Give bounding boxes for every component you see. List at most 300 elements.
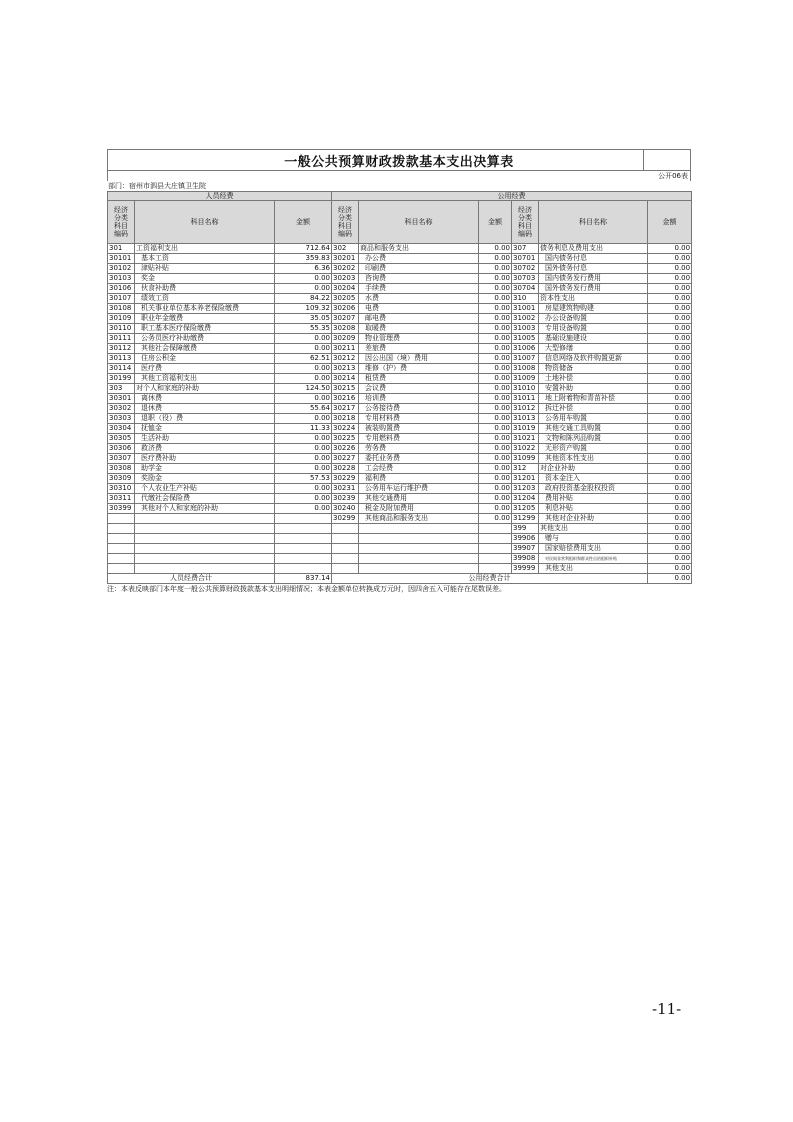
table-row xyxy=(108,534,692,544)
econ-code-cell: 30305 xyxy=(108,434,135,444)
amount-cell xyxy=(275,544,332,554)
econ-code-cell: 30303 xyxy=(108,414,135,424)
item-name-cell: 税金及附加费用 xyxy=(359,504,479,514)
item-name-cell: 因公出国（境）费用 xyxy=(359,354,479,364)
amount-cell: 6.36 xyxy=(275,264,332,274)
item-name-cell: 维修（护）费 xyxy=(359,364,479,374)
econ-code-cell: 30205 xyxy=(332,294,359,304)
page-number: -11- xyxy=(652,1000,682,1018)
econ-code-cell: 30209 xyxy=(332,334,359,344)
col-name-header: 科目名称 xyxy=(135,201,275,244)
item-name-cell: 工资福利支出 xyxy=(135,244,275,254)
item-name-cell xyxy=(359,554,479,564)
econ-code-cell: 30114 xyxy=(108,364,135,374)
econ-code-cell: 30399 xyxy=(108,504,135,514)
item-name-cell xyxy=(135,524,275,534)
item-name-cell: 物资储备 xyxy=(539,364,648,374)
amount-cell: 0.00 xyxy=(479,424,512,434)
item-name-cell: 房屋建筑物购建 xyxy=(539,304,648,314)
amount-cell xyxy=(275,514,332,524)
amount-cell: 0.00 xyxy=(648,524,692,534)
amount-cell: 0.00 xyxy=(479,464,512,474)
econ-code-cell: 31006 xyxy=(512,344,539,354)
amount-cell: 0.00 xyxy=(275,444,332,454)
econ-code-cell: 307 xyxy=(512,244,539,254)
econ-code-cell: 30199 xyxy=(108,374,135,384)
amount-cell: 0.00 xyxy=(648,334,692,344)
col-amount-header: 金额 xyxy=(479,201,512,244)
item-name-cell: 大型修缮 xyxy=(539,344,648,354)
amount-cell: 0.00 xyxy=(648,444,692,454)
item-name-cell: 奖金 xyxy=(135,274,275,284)
amount-cell: 0.00 xyxy=(275,274,332,284)
amount-cell: 0.00 xyxy=(479,494,512,504)
amount-cell: 0.00 xyxy=(479,274,512,284)
item-name-cell: 职工基本医疗保险缴费 xyxy=(135,324,275,334)
amount-cell: 124.50 xyxy=(275,384,332,394)
econ-code-cell: 39906 xyxy=(512,534,539,544)
econ-code-cell xyxy=(332,524,359,534)
amount-cell: 0.00 xyxy=(479,264,512,274)
item-name-cell: 其他社会保障缴费 xyxy=(135,344,275,354)
item-name-cell: 奖励金 xyxy=(135,474,275,484)
table-row xyxy=(108,324,692,334)
amount-cell: 0.00 xyxy=(648,244,692,254)
item-name-cell: 基础设施建设 xyxy=(539,334,648,344)
econ-code-cell: 30307 xyxy=(108,454,135,464)
amount-cell: 0.00 xyxy=(275,464,332,474)
amount-cell: 0.00 xyxy=(648,314,692,324)
item-name-cell: 对民间非营利组织和群众性自治组织补贴 xyxy=(539,554,648,564)
econ-code-cell xyxy=(108,564,135,574)
amount-cell: 35.05 xyxy=(275,314,332,324)
econ-code-cell: 31008 xyxy=(512,364,539,374)
item-name-cell: 津贴补贴 xyxy=(135,264,275,274)
total-personnel-label: 人员经费合计 xyxy=(108,574,275,584)
item-name-cell: 其他交通费用 xyxy=(359,494,479,504)
amount-cell: 0.00 xyxy=(479,454,512,464)
econ-code-cell: 39908 xyxy=(512,554,539,564)
econ-code-cell: 30113 xyxy=(108,354,135,364)
amount-cell: 0.00 xyxy=(648,294,692,304)
amount-cell: 0.00 xyxy=(479,404,512,414)
econ-code-cell: 30211 xyxy=(332,344,359,354)
econ-code-cell: 30110 xyxy=(108,324,135,334)
totals-row xyxy=(108,574,692,584)
amount-cell: 0.00 xyxy=(479,304,512,314)
item-name-cell: 退职（役）费 xyxy=(135,414,275,424)
econ-code-cell: 31003 xyxy=(512,324,539,334)
item-name-cell: 其他资本性支出 xyxy=(539,454,648,464)
amount-cell: 0.00 xyxy=(648,504,692,514)
col-name-header: 科目名称 xyxy=(539,201,648,244)
amount-cell: 0.00 xyxy=(648,514,692,524)
item-name-cell: 文物和陈列品购置 xyxy=(539,434,648,444)
item-name-cell: 工会经费 xyxy=(359,464,479,474)
amount-cell: 0.00 xyxy=(648,264,692,274)
total-public-label: 公用经费合计 xyxy=(332,574,648,584)
table-row xyxy=(108,444,692,454)
amount-cell: 0.00 xyxy=(479,384,512,394)
econ-code-cell: 30310 xyxy=(108,484,135,494)
item-name-cell: 住房公积金 xyxy=(135,354,275,364)
amount-cell: 0.00 xyxy=(648,534,692,544)
col-code-header: 经济 分类 科目 编码 xyxy=(512,201,539,244)
item-name-cell: 债务利息及费用支出 xyxy=(539,244,648,254)
item-name-cell: 国内债务发行费用 xyxy=(539,274,648,284)
amount-cell: 0.00 xyxy=(648,434,692,444)
item-name-cell xyxy=(135,544,275,554)
amount-cell: 0.00 xyxy=(648,394,692,404)
item-name-cell: 其他支出 xyxy=(539,524,648,534)
econ-code-cell: 301 xyxy=(108,244,135,254)
econ-code-cell: 30111 xyxy=(108,334,135,344)
item-name-cell: 医疗费补助 xyxy=(135,454,275,464)
item-name-cell: 印刷费 xyxy=(359,264,479,274)
item-name-cell: 商品和服务支出 xyxy=(359,244,479,254)
item-name-cell: 专用设备购置 xyxy=(539,324,648,334)
econ-code-cell: 31001 xyxy=(512,304,539,314)
amount-cell: 0.00 xyxy=(275,434,332,444)
amount-cell xyxy=(479,554,512,564)
amount-cell: 0.00 xyxy=(648,274,692,284)
econ-code-cell: 30108 xyxy=(108,304,135,314)
amount-cell xyxy=(479,534,512,544)
item-name-cell: 资本金注入 xyxy=(539,474,648,484)
econ-code-cell: 30215 xyxy=(332,384,359,394)
table-row xyxy=(108,434,692,444)
amount-cell: 0.00 xyxy=(479,434,512,444)
group-public-header: 公用经费 xyxy=(332,192,692,201)
item-name-cell: 福利费 xyxy=(359,474,479,484)
amount-cell: 84.22 xyxy=(275,294,332,304)
table-row xyxy=(108,304,692,314)
amount-cell xyxy=(275,524,332,534)
group-personnel-header: 人员经费 xyxy=(108,192,332,201)
table-row xyxy=(108,544,692,554)
item-name-cell: 国内债务付息 xyxy=(539,254,648,264)
title-row xyxy=(107,149,691,170)
econ-code-cell: 30107 xyxy=(108,294,135,304)
econ-code-cell: 30208 xyxy=(332,324,359,334)
econ-code-cell: 30218 xyxy=(332,414,359,424)
item-name-cell: 信息网络及软件购置更新 xyxy=(539,354,648,364)
amount-cell: 0.00 xyxy=(275,454,332,464)
item-name-cell xyxy=(135,564,275,574)
econ-code-cell: 303 xyxy=(108,384,135,394)
item-name-cell: 租赁费 xyxy=(359,374,479,384)
item-name-cell: 公务用车购置 xyxy=(539,414,648,424)
item-name-cell: 利息补贴 xyxy=(539,504,648,514)
item-name-cell: 其他工资福利支出 xyxy=(135,374,275,384)
item-name-cell xyxy=(359,534,479,544)
table-row xyxy=(108,244,692,254)
item-name-cell xyxy=(359,544,479,554)
amount-cell: 0.00 xyxy=(648,254,692,264)
item-name-cell: 无形资产购置 xyxy=(539,444,648,454)
amount-cell: 359.83 xyxy=(275,254,332,264)
amount-cell: 0.00 xyxy=(479,284,512,294)
expenditure-table xyxy=(107,191,692,584)
item-name-cell: 其他对个人和家庭的补助 xyxy=(135,504,275,514)
econ-code-cell: 30229 xyxy=(332,474,359,484)
econ-code-cell: 30225 xyxy=(332,434,359,444)
amount-cell: 0.00 xyxy=(275,374,332,384)
table-row xyxy=(108,374,692,384)
amount-cell: 0.00 xyxy=(648,404,692,414)
item-name-cell xyxy=(135,534,275,544)
table-row xyxy=(108,564,692,574)
econ-code-cell: 30309 xyxy=(108,474,135,484)
econ-code-cell: 30213 xyxy=(332,364,359,374)
report-title: 一般公共预算财政拨款基本支出决算表 xyxy=(284,155,514,170)
econ-code-cell: 30308 xyxy=(108,464,135,474)
econ-code-cell: 30304 xyxy=(108,424,135,434)
econ-code-cell: 31204 xyxy=(512,494,539,504)
table-row xyxy=(108,424,692,434)
econ-code-cell xyxy=(108,544,135,554)
amount-cell: 0.00 xyxy=(648,554,692,564)
item-name-cell: 职业年金缴费 xyxy=(135,314,275,324)
item-name-cell xyxy=(135,554,275,564)
econ-code-cell: 30109 xyxy=(108,314,135,324)
amount-cell: 109.32 xyxy=(275,304,332,314)
amount-cell: 0.00 xyxy=(648,564,692,574)
econ-code-cell: 30228 xyxy=(332,464,359,474)
item-name-cell: 办公费 xyxy=(359,254,479,264)
item-name-cell: 物业管理费 xyxy=(359,334,479,344)
amount-cell: 0.00 xyxy=(479,314,512,324)
econ-code-cell xyxy=(108,524,135,534)
amount-cell: 0.00 xyxy=(479,344,512,354)
item-name-cell: 劳务费 xyxy=(359,444,479,454)
item-name-cell xyxy=(359,564,479,574)
amount-cell: 0.00 xyxy=(648,284,692,294)
item-name-cell: 代缴社会保险费 xyxy=(135,494,275,504)
item-name-cell: 土地补偿 xyxy=(539,374,648,384)
econ-code-cell: 30311 xyxy=(108,494,135,504)
econ-code-cell: 30112 xyxy=(108,344,135,354)
econ-code-cell: 302 xyxy=(332,244,359,254)
item-name-cell: 退休费 xyxy=(135,404,275,414)
item-name-cell: 个人农业生产补贴 xyxy=(135,484,275,494)
amount-cell: 57.53 xyxy=(275,474,332,484)
item-name-cell: 委托业务费 xyxy=(359,454,479,464)
amount-cell: 0.00 xyxy=(275,484,332,494)
amount-cell: 0.00 xyxy=(479,254,512,264)
item-name-cell: 其他对企业补助 xyxy=(539,514,648,524)
col-amount-header: 金额 xyxy=(275,201,332,244)
amount-cell xyxy=(275,534,332,544)
econ-code-cell: 31002 xyxy=(512,314,539,324)
econ-code-cell: 30207 xyxy=(332,314,359,324)
econ-code-cell: 30227 xyxy=(332,454,359,464)
econ-code-cell: 31007 xyxy=(512,354,539,364)
econ-code-cell: 310 xyxy=(512,294,539,304)
table-row xyxy=(108,454,692,464)
econ-code-cell: 30701 xyxy=(512,254,539,264)
econ-code-cell: 30231 xyxy=(332,484,359,494)
amount-cell: 55.64 xyxy=(275,404,332,414)
amount-cell: 0.00 xyxy=(479,444,512,454)
econ-code-cell: 30203 xyxy=(332,274,359,284)
amount-cell: 0.00 xyxy=(275,414,332,424)
econ-code-cell: 30206 xyxy=(332,304,359,314)
table-row xyxy=(108,464,692,474)
econ-code-cell: 30106 xyxy=(108,284,135,294)
total-personnel-amount: 837.14 xyxy=(275,574,332,584)
item-name-cell: 公务员医疗补助缴费 xyxy=(135,334,275,344)
econ-code-cell: 30204 xyxy=(332,284,359,294)
table-row xyxy=(108,344,692,354)
table-row xyxy=(108,274,692,284)
amount-cell: 0.00 xyxy=(648,304,692,314)
item-name-cell: 费用补贴 xyxy=(539,494,648,504)
amount-cell: 0.00 xyxy=(648,454,692,464)
amount-cell xyxy=(479,524,512,534)
econ-code-cell: 30703 xyxy=(512,274,539,284)
econ-code-cell: 31021 xyxy=(512,434,539,444)
table-row xyxy=(108,354,692,364)
amount-cell: 0.00 xyxy=(479,504,512,514)
item-name-cell: 其他商品和服务支出 xyxy=(359,514,479,524)
econ-code-cell: 30240 xyxy=(332,504,359,514)
econ-code-cell: 31203 xyxy=(512,484,539,494)
amount-cell xyxy=(479,564,512,574)
amount-cell: 62.51 xyxy=(275,354,332,364)
econ-code-cell: 30224 xyxy=(332,424,359,434)
item-name-cell: 赠与 xyxy=(539,534,648,544)
item-name-cell: 公务用车运行维护费 xyxy=(359,484,479,494)
econ-code-cell: 39999 xyxy=(512,564,539,574)
table-row xyxy=(108,524,692,534)
item-name-cell xyxy=(359,524,479,534)
econ-code-cell: 31010 xyxy=(512,384,539,394)
item-name-cell: 政府投资基金股权投资 xyxy=(539,484,648,494)
econ-code-cell: 31205 xyxy=(512,504,539,514)
econ-code-cell: 31012 xyxy=(512,404,539,414)
table-body xyxy=(108,244,692,574)
econ-code-cell: 399 xyxy=(512,524,539,534)
table-row xyxy=(108,254,692,264)
amount-cell: 0.00 xyxy=(479,334,512,344)
table-row xyxy=(108,384,692,394)
total-public-amount: 0.00 xyxy=(648,574,692,584)
amount-cell: 0.00 xyxy=(275,344,332,354)
econ-code-cell: 30201 xyxy=(332,254,359,264)
econ-code-cell: 30212 xyxy=(332,354,359,364)
amount-cell: 0.00 xyxy=(275,284,332,294)
amount-cell: 0.00 xyxy=(648,374,692,384)
amount-cell: 0.00 xyxy=(479,364,512,374)
amount-cell: 0.00 xyxy=(648,324,692,334)
amount-cell: 0.00 xyxy=(648,384,692,394)
item-name-cell: 被装购置费 xyxy=(359,424,479,434)
item-name-cell: 水费 xyxy=(359,294,479,304)
item-name-cell: 会议费 xyxy=(359,384,479,394)
department-label: 部门：宿州市泗县大庄镇卫生院 xyxy=(108,182,206,190)
econ-code-cell: 30704 xyxy=(512,284,539,294)
table-row xyxy=(108,284,692,294)
econ-code-cell: 312 xyxy=(512,464,539,474)
amount-cell: 0.00 xyxy=(479,324,512,334)
item-name-cell: 国外债务付息 xyxy=(539,264,648,274)
econ-code-cell: 31099 xyxy=(512,454,539,464)
econ-code-cell: 30301 xyxy=(108,394,135,404)
econ-code-cell xyxy=(108,514,135,524)
amount-cell: 0.00 xyxy=(479,514,512,524)
econ-code-cell: 30101 xyxy=(108,254,135,264)
amount-cell: 0.00 xyxy=(479,244,512,254)
econ-code-cell: 31013 xyxy=(512,414,539,424)
item-name-cell: 绩效工资 xyxy=(135,294,275,304)
econ-code-cell xyxy=(332,544,359,554)
item-name-cell xyxy=(135,514,275,524)
econ-code-cell: 30306 xyxy=(108,444,135,454)
amount-cell: 0.00 xyxy=(479,414,512,424)
amount-cell: 0.00 xyxy=(275,504,332,514)
amount-cell: 55.35 xyxy=(275,324,332,334)
item-name-cell: 基本工资 xyxy=(135,254,275,264)
table-row xyxy=(108,404,692,414)
amount-cell: 0.00 xyxy=(479,484,512,494)
item-name-cell: 取暖费 xyxy=(359,324,479,334)
col-code-header: 经济 分类 科目 编码 xyxy=(108,201,135,244)
amount-cell: 0.00 xyxy=(648,424,692,434)
form-number: 公开06表 xyxy=(107,170,691,181)
econ-code-cell: 39907 xyxy=(512,544,539,554)
item-name-cell: 抚恤金 xyxy=(135,424,275,434)
item-name-cell: 其他支出 xyxy=(539,564,648,574)
item-name-cell: 医疗费 xyxy=(135,364,275,374)
amount-cell: 0.00 xyxy=(275,364,332,374)
item-name-cell: 地上附着物和青苗补偿 xyxy=(539,394,648,404)
table-row xyxy=(108,264,692,274)
econ-code-cell: 30103 xyxy=(108,274,135,284)
table-row xyxy=(108,494,692,504)
item-name-cell: 专用材料费 xyxy=(359,414,479,424)
item-name-cell: 公务接待费 xyxy=(359,404,479,414)
amount-cell: 0.00 xyxy=(479,394,512,404)
item-name-cell: 伙食补助费 xyxy=(135,284,275,294)
amount-cell xyxy=(275,554,332,564)
item-name-cell: 手续费 xyxy=(359,284,479,294)
amount-cell: 0.00 xyxy=(648,354,692,364)
item-name-cell: 资本性支出 xyxy=(539,294,648,304)
econ-code-cell: 31201 xyxy=(512,474,539,484)
table-row xyxy=(108,294,692,304)
table-row xyxy=(108,364,692,374)
amount-cell: 0.00 xyxy=(479,474,512,484)
amount-cell: 0.00 xyxy=(648,494,692,504)
amount-cell xyxy=(275,564,332,574)
col-name-header: 科目名称 xyxy=(359,201,479,244)
amount-cell: 0.00 xyxy=(479,374,512,384)
amount-cell xyxy=(479,544,512,554)
amount-cell: 0.00 xyxy=(648,464,692,474)
econ-code-cell xyxy=(332,554,359,564)
econ-code-cell: 31009 xyxy=(512,374,539,384)
amount-cell: 0.00 xyxy=(648,484,692,494)
econ-code-cell xyxy=(108,534,135,544)
item-name-cell: 安置补助 xyxy=(539,384,648,394)
table-row xyxy=(108,394,692,404)
item-name-cell: 机关事业单位基本养老保险缴费 xyxy=(135,304,275,314)
amount-cell: 0.00 xyxy=(648,544,692,554)
econ-code-cell: 30216 xyxy=(332,394,359,404)
amount-cell: 712.64 xyxy=(275,244,332,254)
amount-cell: 11.33 xyxy=(275,424,332,434)
